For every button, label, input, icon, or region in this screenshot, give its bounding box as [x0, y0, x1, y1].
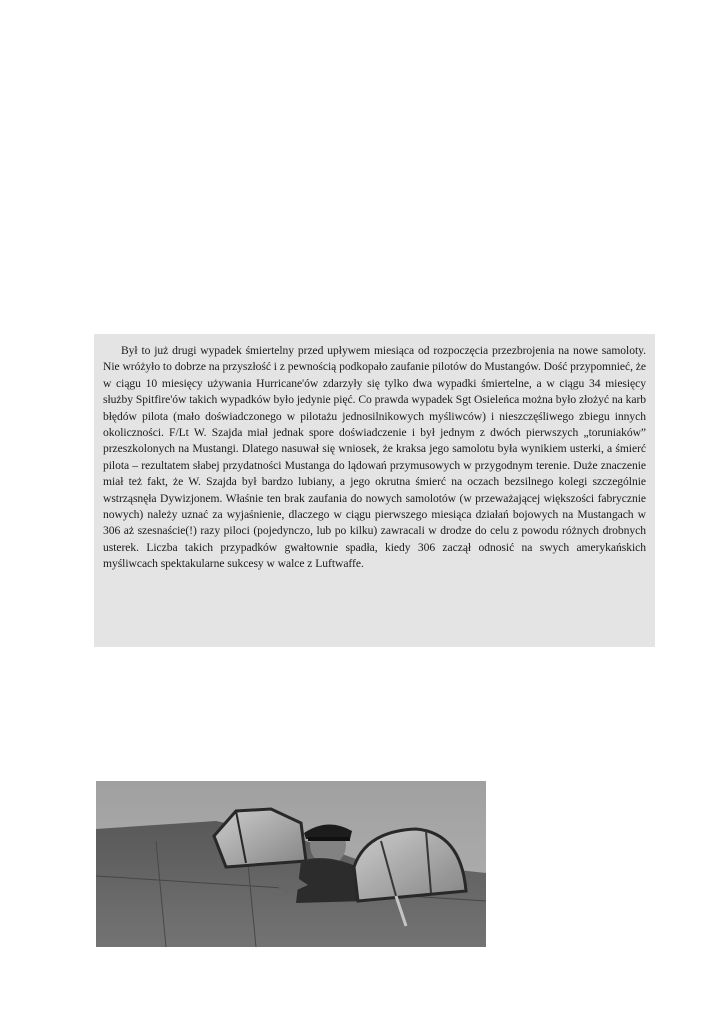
pilot-in-cockpit-photo [96, 781, 486, 947]
article-paragraph: Był to już drugi wypadek śmiertelny przed upływem miesiąca od rozpoczęcia przezbrojenia na nowe samoloty. Nie wróżyło to dobrze na przyszłość i z pewnością podkopało zaufanie pilotów do Mustangów. Dość przypomnieć, że w ciągu 10 miesięcy używania Hurricane'ów zdarzyły się tylko dwa wypadki śmiertelne, a w ciągu 34 miesięcy służby Spitfire'ów takich wypadków było jedynie pięć. Co prawda wypadek Sgt Osieleńca można było złożyć na karb błędów pilota (mało doświadczonego w pilotażu jednosilnikowych myśliwców) i nieszczęśliwego zbiegu innych okoliczności. F/Lt W. Szajda miał jednak spore doświadczenie i był jednym z dwóch pierwszych „toruniaków” przeszkolonych na Mustangi. Dlatego nasuwał się wniosek, że kraksa jego samolotu była wynikiem usterki, a śmierć pilota – rezultatem słabej przydatności Mustanga do lądowań przymusowych w przygodnym terenie. Duże znaczenie miał też fakt, że W. Szajda był bardzo lubiany, a jego okrutna śmierć na oczach bezsilnego kolegi szczególnie wstrząsnęła Dywizjonem. Właśnie ten brak zaufania do nowych samolotów (w przeważającej większości fabrycznie nowych) należy uznać za wyjaśnienie, dlaczego w ciągu pierwszego miesiąca działań bojowych na Mustangach w 306 aż szesnaście(!) razy piloci (pojedynczo, lub po kilku) zawracali w drodze do celu z powodu różnych drobnych usterek. Liczba takich przypadków gwałtownie spadła, kiedy 306 zaczął odnosić na swych amerykańskich myśliwcach spektakularne sukcesy w walce z Luftwaffe. [103, 344, 646, 571]
photo-illustration [96, 781, 486, 947]
highlighted-text-box [94, 334, 655, 647]
